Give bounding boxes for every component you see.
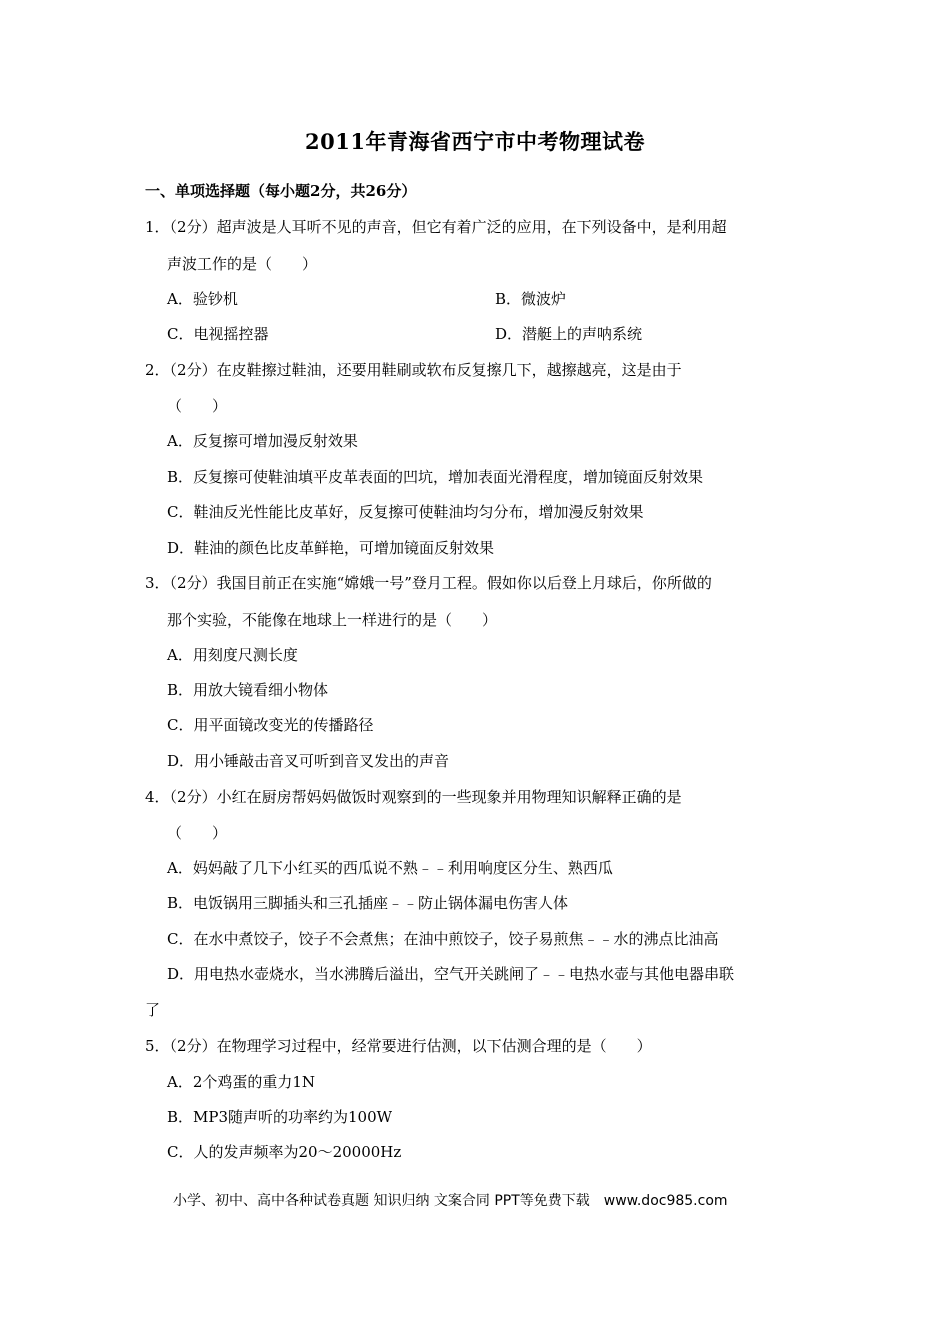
question-2-option-d: D．鞋油的颜色比皮革鲜艳，可增加镜面反射效果 — [167, 539, 495, 557]
question-2-stem — [145, 360, 682, 380]
question-2-option-c: C．鞋油反光性能比皮革好，反复擦可使鞋油均匀分布，增加漫反射效果 — [167, 503, 644, 521]
question-number: 3． — [145, 574, 170, 592]
question-3-stem — [145, 573, 712, 593]
question-4-option-c: C．在水中煮饺子，饺子不会煮焦；在油中煎饺子，饺子易煎焦﹣﹣水的沸点比油高 — [167, 930, 719, 948]
question-5-option-b: B．MP3随声听的功率约为100W — [167, 1108, 393, 1126]
question-1-stem — [145, 217, 727, 237]
question-4-option-a: A．妈妈敲了几下小红买的西瓜说不熟﹣﹣利用响度区分生、熟西瓜 — [167, 859, 613, 877]
question-text: （2分）我国目前正在实施“嫦娥一号”登月工程。假如你以后登上月球后，你所做的 — [169, 574, 712, 592]
question-3-option-a: A．用刻度尺测长度 — [167, 646, 298, 664]
question-text: （2分）在皮鞋擦过鞋油，还要用鞋刷或软布反复擦几下，越擦越亮，这是由于 — [169, 361, 682, 379]
question-3-option-c: C．用平面镜改变光的传播路径 — [167, 716, 374, 734]
question-1-stem-cont: 声波工作的是（ ） — [167, 255, 318, 273]
question-2-stem-cont: （ ） — [167, 397, 228, 415]
question-number: 4． — [145, 788, 170, 806]
question-number: 2． — [145, 361, 170, 379]
question-number: 1． — [145, 218, 170, 236]
question-text: （2分）超声波是人耳听不见的声音，但它有着广泛的应用，在下列设备中，是利用超 — [169, 218, 727, 236]
page-title: 2011年青海省西宁市中考物理试卷 — [305, 129, 645, 154]
question-4-option-b: B．电饭锅用三脚插头和三孔插座﹣﹣防止锅体漏电伤害人体 — [167, 894, 569, 912]
question-4-option-d-tail: 了 — [145, 1001, 161, 1019]
question-4-option-d: D．用电热水壶烧水，当水沸腾后溢出，空气开关跳闸了﹣﹣电热水壶与其他电器串联 — [167, 965, 735, 983]
question-5-option-c: C．人的发声频率为20～20000Hz — [167, 1143, 402, 1161]
question-5-option-a: A．2个鸡蛋的重力1N — [167, 1073, 316, 1091]
question-1-option-d: D．潜艇上的声呐系统 — [495, 325, 643, 343]
question-text: （2分）小红在厨房帮妈妈做饭时观察到的一些现象并用物理知识解释正确的是 — [169, 788, 682, 806]
question-4-stem — [145, 787, 682, 807]
question-3-option-d: D．用小锤敲击音叉可听到音叉发出的声音 — [167, 752, 450, 770]
section-heading: 一、单项选择题（每小题2分，共26分） — [145, 182, 417, 200]
question-4-stem-cont: （ ） — [167, 824, 228, 842]
question-3-stem-cont: 那个实验，不能像在地球上一样进行的是（ ） — [167, 611, 498, 629]
question-1-option-a: A．验钞机 — [167, 290, 238, 308]
question-2-option-b: B．反复擦可使鞋油填平皮革表面的凹坑，增加表面光滑程度，增加镜面反射效果 — [167, 468, 704, 486]
question-text: （2分）在物理学习过程中，经常要进行估测，以下估测合理的是（ ） — [169, 1037, 652, 1055]
question-5-stem — [145, 1036, 652, 1056]
question-1-option-c: C．电视摇控器 — [167, 325, 269, 343]
question-1-option-b: B．微波炉 — [495, 290, 567, 308]
question-3-option-b: B．用放大镜看细小物体 — [167, 681, 329, 699]
question-number: 5． — [145, 1037, 170, 1055]
page-footer: 小学、初中、高中各种试卷真题 知识归纳 文案合同 PPT等免费下载 www.doc985.com — [173, 1193, 728, 1209]
question-2-option-a: A．反复擦可增加漫反射效果 — [167, 432, 358, 450]
